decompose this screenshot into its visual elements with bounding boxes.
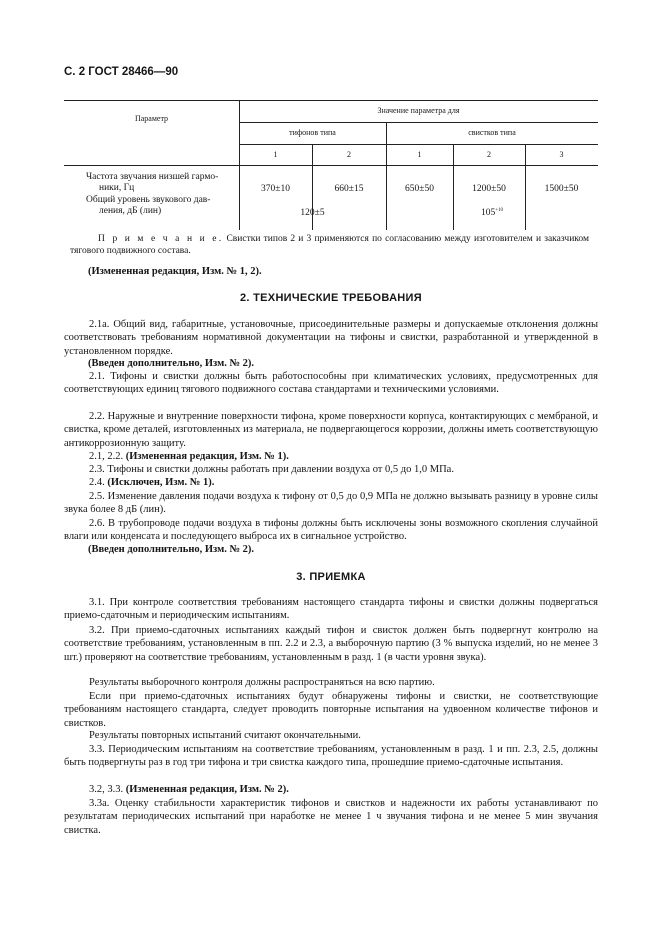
type-number: 2 xyxy=(487,150,491,159)
paragraph-final-results: Результаты повторных испытаний считают окончательными. xyxy=(89,730,361,741)
paragraph-3-2-3-3-edit: 3.2, 3.3. (Измененная редакция, Изм. № 2). xyxy=(89,784,289,795)
paragraph-3-1: 3.1. При контроле соответствия требованиям настоящего стандарта тифоны и свистки должны подвергаться приемо-сдаточным и периодическим испытаниям. xyxy=(64,597,598,622)
paragraph-2-6: 2.6. В трубопроводе подачи воздуха в тифоны должны быть исключены зоны возможного скопления случайной влаги или конденсата и последующего выброса их в сигнальное устройство. xyxy=(64,518,598,543)
table-note: П р и м е ч а н и е. Свистки типов 2 и 3 применяются по согласованию между изготовителем и заказчиком тягового подвижного состава. xyxy=(70,234,589,256)
type-number: 1 xyxy=(273,150,278,159)
section-title-technical-requirements: 2. ТЕХНИЧЕСКИЕ ТРЕБОВАНИЯ xyxy=(240,292,422,304)
paragraph-2-1-2-2-edit: 2.1, 2.2. (Измененная редакция, Изм. № 1). xyxy=(89,451,289,462)
paragraph-2-4: 2.4. (Исключен, Изм. № 1). xyxy=(89,477,215,488)
parameters-table xyxy=(64,100,598,230)
section-title-acceptance: 3. ПРИЕМКА xyxy=(296,571,366,583)
column-header-value: Значение параметра для xyxy=(377,106,460,115)
table-cell-sound-level-typhon: 120±5 xyxy=(300,208,325,218)
paragraph-results: Результаты выборочного контроля должны распространяться на всю партию. xyxy=(89,677,435,688)
type-number: 1 xyxy=(417,150,422,159)
paragraph-3-3: 3.3. Периодическим испытаниям на соответствие требованиям, установленным в разд. 1 и пп. 2.3, 2.5, должны быть подвергнуты раз в год три тифона и три свистка каждого типа, прошедшие приемо-сдаточные испытания. xyxy=(64,744,598,769)
table-cell-frequency: 660±15 xyxy=(334,184,364,194)
group-header-typhon: тифонов типа xyxy=(289,128,336,137)
page-header: С. 2 ГОСТ 28466—90 xyxy=(64,66,179,78)
edit-note: (Измененная редакция, Изм. № 1, 2). xyxy=(88,266,262,277)
paragraph-3-3a: 3.3а. Оценку стабильности характеристик тифонов и свистков и надежности их работы устанавливают по результатам периодических испытаний при наработке не менее 1 ч звучания тифона и не менее 5 мин звучания свистка. xyxy=(64,798,598,836)
table-cell-frequency: 1500±50 xyxy=(544,184,579,194)
table-cell-frequency: 370±10 xyxy=(261,184,290,194)
type-number: 3 xyxy=(559,150,564,159)
table-cell-frequency: 1200±50 xyxy=(472,184,506,194)
paragraph-2-1: 2.1. Тифоны и свистки должны быть работоспособны при климатических условиях, предусмотренных для соответствующих единиц тягового подвижного состава стандартами и техническими условиями. xyxy=(64,371,598,396)
row-label-sound-level-1: Общий уровень звукового дав- xyxy=(86,195,211,205)
group-header-whistle: свистков типа xyxy=(468,128,516,137)
paragraph-2-3: 2.3. Тифоны и свистки должны работать при давлении воздуха от 0,5 до 1,0 МПа. xyxy=(89,464,454,475)
paragraph-2-2: 2.2. Наружные и внутренние поверхности тифона, кроме поверхности корпуса, контактирующих с мембраной, и свистка, кроме деталей, изготовленных из материала, не подвергающегося коррозии, должны иметь соответствующую антикоррозионную защиту. xyxy=(64,411,598,449)
edit-note: (Введен дополнительно, Изм. № 2). xyxy=(88,358,255,369)
table-cell-sound-level-whistle: $105^{+10}$ xyxy=(480,208,504,218)
edit-note: (Введен дополнительно, Изм. № 2). xyxy=(88,544,255,555)
row-label-frequency-2: ники, Гц xyxy=(99,183,135,193)
paragraph-2-5: 2.5. Изменение давления подачи воздуха к тифону от 0,5 до 0,9 МПа не должно вызывать разницу в уровне силы звука более 8 дБ (лин). xyxy=(64,491,598,516)
paragraph-2-1a: 2.1а. Общий вид, габаритные, установочные, присоединительные размеры и допускаемые отклонения должны соответствовать требованиям нормативной документации на тифоны и свистки, разработанной и утвержденной в установленном порядке. xyxy=(64,319,598,357)
table-cell-frequency: 650±50 xyxy=(405,184,434,194)
column-header-parameter: Параметр xyxy=(134,114,169,123)
row-label-sound-level-2: ления, дБ (лин) xyxy=(99,206,162,216)
row-label-frequency-1: Частота звучания низшей гармо- xyxy=(86,172,219,182)
type-number: 2 xyxy=(347,150,351,159)
paragraph-3-2: 3.2. При приемо-сдаточных испытаниях каждый тифон и свисток должен быть подвергнут контролю на соответствие требованиям, установленным в пп. 2.2 и 2.3, а выборочную партию (3 % выпуска изделий, но не менее 3 шт.) проверяют на соответствие требованиям, установленным в разд. 1 (в части уровня звука). xyxy=(64,625,598,663)
paragraph-repeat-tests: Если при приемо-сдаточных испытаниях будут обнаружены тифоны и свистки, не соответствующие требованиям настоящего стандарта, следует проводить повторные испытания на удвоенном количестве тифонов и свистков. xyxy=(64,691,598,729)
